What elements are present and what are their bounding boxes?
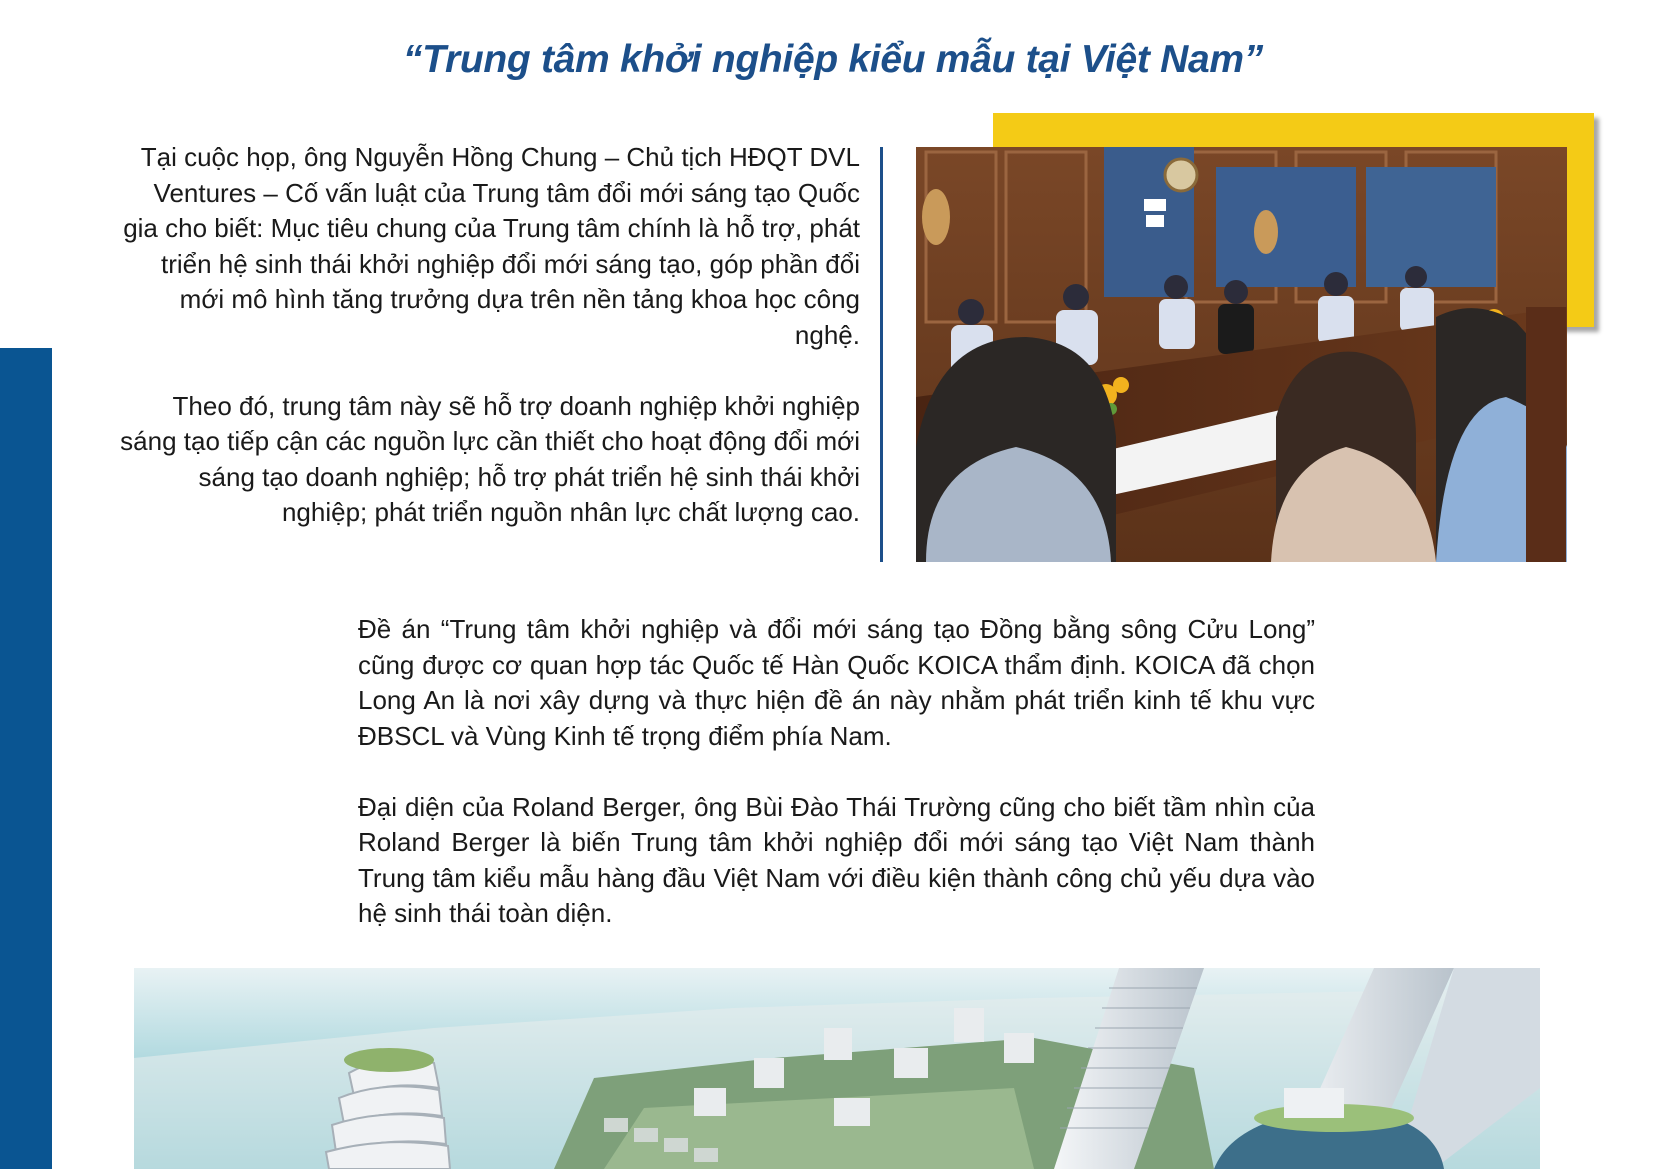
left-text-column (112, 140, 860, 566)
center-paragraph-2: Đại diện của Roland Berger, ông Bùi Đào Thái Trường cũng cho biết tầm nhìn của Roland Berger là biến Trung tâm khởi nghiệp đổi mới sáng tạo Việt Nam thành Trung tâm kiểu mẫu hàng đầu Việt Nam với điều kiện thành công chủ yếu dựa vào hệ sinh thái toàn diện. (358, 791, 1315, 928)
center-paragraph-1: Đề án “Trung tâm khởi nghiệp và đổi mới sáng tạo Đồng bằng sông Cửu Long” cũng được cơ quan hợp tác Quốc tế Hàn Quốc KOICA thẩm định. KOICA đã chọn Long An là nơi xây dựng và thực hiện đề án này nhằm phát triển kinh tế khu vực ĐBSCL và Vùng Kinh tế trọng điểm phía Nam. (358, 614, 1315, 751)
page-title: “Trung tâm khởi nghiệp kiểu mẫu tại Việt Nam” (402, 38, 1263, 81)
center-text-column (358, 612, 1315, 967)
left-paragraph-1: Tại cuộc họp, ông Nguyễn Hồng Chung – Chủ tịch HĐQT DVL Ventures – Cố vấn luật của Trung tâm đổi mới sáng tạo Quốc gia cho biết: Mục tiêu chung của Trung tâm chính là hỗ trợ, phát triển hệ sinh thái khởi nghiệp đổi mới sáng tạo, góp phần đổi mới mô hình tăng trưởng dựa trên nền tảng khoa học công nghệ. (123, 142, 860, 350)
city-render-image (134, 968, 1540, 1169)
meeting-photo (916, 147, 1567, 562)
left-paragraph-2: Theo đó, trung tâm này sẽ hỗ trợ doanh nghiệp khởi nghiệp sáng tạo tiếp cận các nguồn lực cần thiết cho hoạt động đổi mới sáng tạo doanh nghiệp; hỗ trợ phát triển hệ sinh thái khởi nghiệp; phát triển nguồn nhân lực chất lượng cao. (120, 390, 860, 527)
vertical-divider (880, 147, 883, 562)
left-accent-bar (0, 348, 52, 1169)
